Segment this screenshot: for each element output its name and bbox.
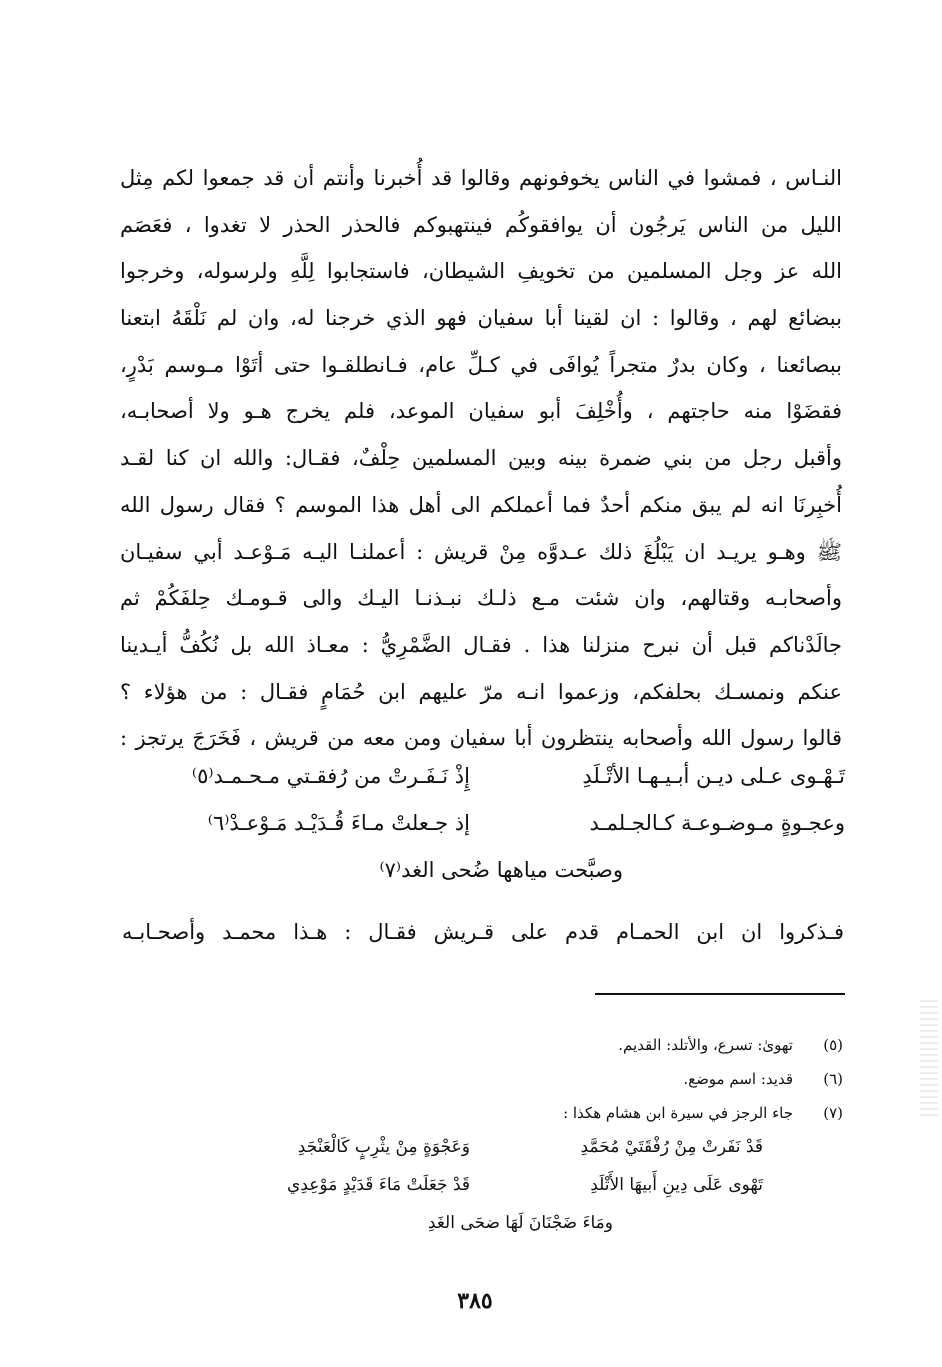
poem-second-hemistich: وَعَجْوَةٍ مِنْ يثْرِبٍ كَالْعَنْجَدِ xyxy=(297,1137,470,1157)
verse-first-hemistich: وعجـوةٍ مـوضـوعـة كـالجـلمـد xyxy=(589,811,845,835)
poem-final-line: ومَاءَ ضَجْنَانَ لَهَا ضحَى الغَدِ xyxy=(427,1213,613,1233)
verse-block xyxy=(120,753,845,894)
footnote-number: (٥) xyxy=(823,1036,843,1054)
scan-artifact xyxy=(920,1000,938,1120)
footnote-item xyxy=(180,1096,843,1130)
poem-row xyxy=(185,1128,763,1166)
footnote-text: قديد: اسم موضع. xyxy=(683,1070,793,1088)
text-line: قالوا رسول الله وأصحابه ينتظرون أبا سفيان ومن معه من قريش ، فَخَرَجَ يرتجز : xyxy=(120,726,842,751)
footnote-poem xyxy=(185,1128,763,1242)
text-line: وأقبل رجل من بني ضمرة بينه وبين المسلمين حِلْفٌ، فقـال: والله ان كنا لقـد xyxy=(120,446,842,471)
text-line: جالَدْناكم قبل أن نبرح منزلنا هذا . فقـال الضَّمْرِيُّ : معـاذ الله بل نُكُفُّ أيـدينا xyxy=(120,632,842,657)
page-number: ٣٨٥ xyxy=(457,1288,493,1314)
text-line: الليل من الناس يَرجُون أن يوافقوكُم فينتهبوكم فالحذر الحذر لا تغدوا ، فعَصَم xyxy=(120,212,842,237)
verse-row xyxy=(120,800,845,847)
text-line: النـاس ، فمشوا في الناس يخوفونهم وقالوا قد أُخبرنا وأنتم أن قد جمعوا لكم مِثل xyxy=(120,166,842,190)
footnote-number: (٦) xyxy=(823,1070,843,1088)
footnote-separator xyxy=(595,993,845,995)
verse-row xyxy=(120,753,845,800)
poem-row xyxy=(185,1204,763,1242)
footnote-number: (٧) xyxy=(823,1104,843,1122)
poem-first-hemistich: تَهْوى عَلَى دِينِ أَبيهَا الأَتْلَدِ xyxy=(590,1175,763,1195)
verse-row xyxy=(120,847,845,894)
text-line: ببصائعنا ، وكان بدرٌ متجراً يُوافَى في كـلِّ عام، فـانطلقـوا حتى أتَوْا مـوسم بَدْرٍ، xyxy=(120,352,842,377)
footnote-text: تهوىٰ: تسرع، والأتلد: القديم. xyxy=(618,1036,793,1054)
text-line: عنكم ونمسـك بحلفكم، وزعموا انـه مرّ عليهم ابن حُمَامٍ فقـال : من هؤلاء ؟ xyxy=(120,679,842,704)
text-line-after-verse: فـذكروا ان ابن الحمـام قدم على قـريش فقـال : هـذا محمـد وأصحـابـه xyxy=(122,920,844,944)
text-line: ﷺ وهـو يريـد ان يَبْلُغَ ذلك عـدوَّه مِنْ قريش : أعملنـا اليـه مَـوْعـد أبي سفيـان xyxy=(120,539,842,564)
text-line: الله عز وجل المسلمين من تخويفِ الشيطان، فاستجابوا لِلَّهِ ولرسوله، وخرجوا xyxy=(120,259,842,284)
footnote-text: جاء الرجز في سيرة ابن هشام هكذا : xyxy=(563,1104,793,1122)
main-text-block xyxy=(120,155,842,762)
text-line: ببضائع لهم ، وقالوا : ان لقينا أبا سفيان فهو الذي خرجنا له، وان لم نَلْقَهُ ابتعنا xyxy=(120,306,842,331)
verse-second-hemistich: إذ جـعلتْ مـاءَ قُـدَيْـد مَـوْعـدْ⁽٦⁾ xyxy=(207,811,470,835)
verse-final-line: وصبَّحت مياهها ضُحى الغد⁽٧⁾ xyxy=(379,858,623,882)
footnote-item xyxy=(180,1062,843,1096)
verse-first-hemistich: تَـهْـوى عـلى ديـن أبـيـهـا الأتْـلَدِ xyxy=(582,764,845,788)
poem-row xyxy=(185,1166,763,1204)
text-line: أُخبِرنَا انه لم يبق منكم أحدٌ فما أعملكم الى أهل هذا الموسم ؟ فقال رسول الله xyxy=(120,492,842,517)
verse-second-hemistich: إِذْ نَـفَـرتْ من رُفقـتي مـحـمـد⁽٥⁾ xyxy=(191,764,470,788)
footnote-item xyxy=(180,1028,843,1062)
footnotes xyxy=(180,1028,843,1130)
text-line: فقضَوْا منه حاجتهم ، وأُخْلِفَ أبو سفيان الموعد، فلم يخرج هـو ولا أصحابـه، xyxy=(120,399,842,424)
poem-second-hemistich: قَدْ جَعَلَتْ مَاءَ قَدَيْدٍ مَوْعِدِي xyxy=(287,1175,470,1195)
text-line: وأصحابـه وقتالهم، وان شئت مـع ذلـك نبـذنـا اليـك والى قـومـك حِلفَكُمْ ثم xyxy=(120,586,842,611)
poem-first-hemistich: قَدْ نَفَرتْ مِنْ رُفْقَتَيْ مُحَمَّدِ xyxy=(580,1137,763,1157)
